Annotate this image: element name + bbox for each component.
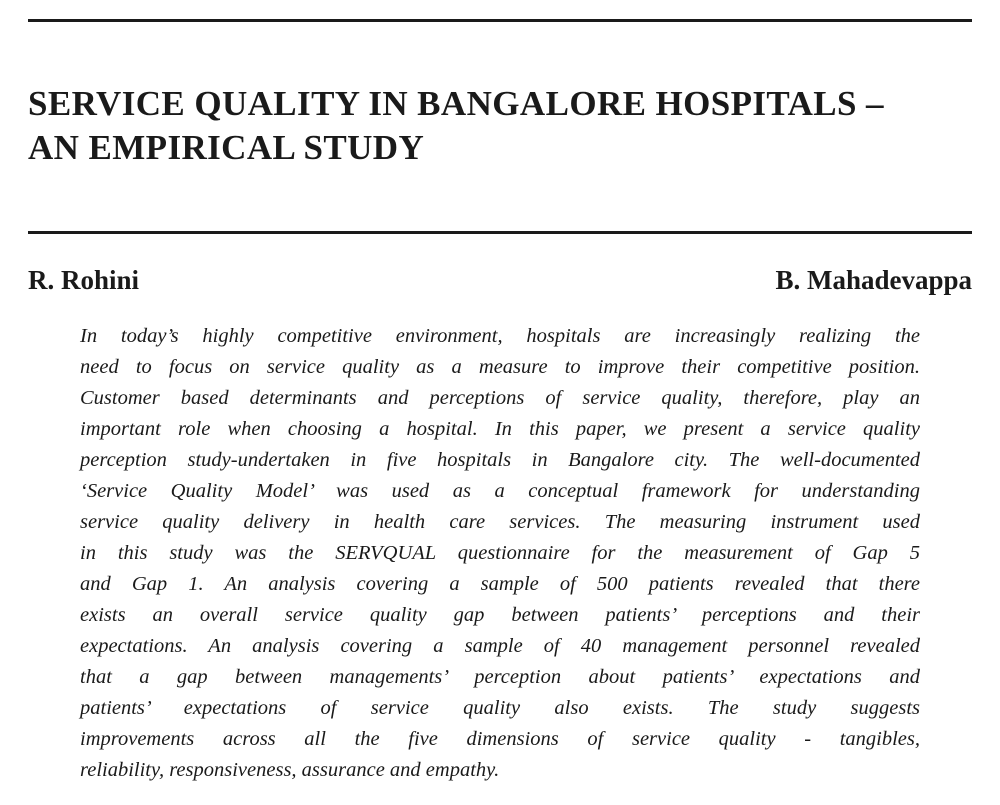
author-name: B. Mahadevappa [775,265,972,295]
paper-title [28,82,978,170]
abstract-line: and Gap 1. An analysis covering a sample of 500 patients revealed that there [80,573,920,595]
top-rule [28,19,972,22]
middle-rule [28,231,972,234]
abstract-line: that a gap between managements’ perception about patients’ expectations and [80,666,920,688]
abstract-line: important role when choosing a hospital. In this paper, we present a service quality [80,418,920,440]
abstract-line: service quality delivery in health care services. The measuring instrument used [80,511,920,533]
abstract-line: in this study was the SERVQUAL questionnaire for the measurement of Gap 5 [80,542,920,564]
abstract-line: Customer based determinants and perceptions of service quality, therefore, play an [80,387,920,409]
abstract-line: In today’s highly competitive environment, hospitals are increasingly realizing the [80,325,920,347]
abstract-line: exists an overall service quality gap between patients’ perceptions and their [80,604,920,626]
abstract-line: ‘Service Quality Model’ was used as a conceptual framework for understanding [80,480,920,502]
abstract-line: reliability, responsiveness, assurance and empathy. [80,759,500,781]
abstract-line: need to focus on service quality as a measure to improve their competitive position. [80,356,920,378]
abstract-line: expectations. An analysis covering a sample of 40 management personnel revealed [80,635,920,657]
title-line: SERVICE QUALITY IN BANGALORE HOSPITALS – [28,84,884,123]
title-line: AN EMPIRICAL STUDY [28,128,425,167]
abstract-line: improvements across all the five dimensions of service quality - tangibles, [80,728,920,750]
abstract-line: perception study-undertaken in five hospitals in Bangalore city. The well-documented [80,449,920,471]
abstract-line: patients’ expectations of service quality also exists. The study suggests [80,697,920,719]
author-name: R. Rohini [28,265,140,295]
abstract [80,321,920,786]
